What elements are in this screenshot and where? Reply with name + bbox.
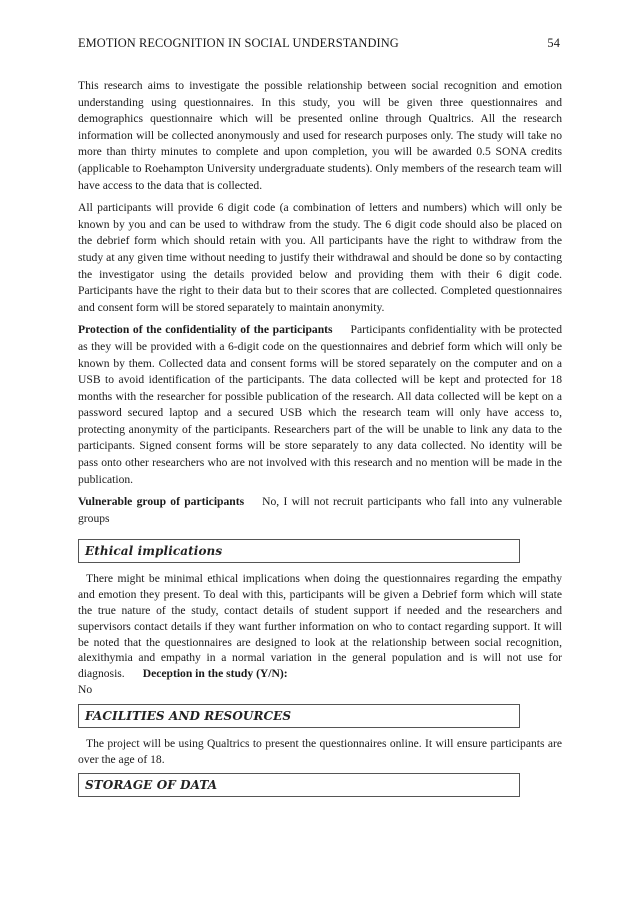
intro-paragraph: This research aims to investigate the possible relationship between social recognition and emotion understanding using questionnaires. In this study, you will be given three questionnaires and demographics questionnaire which will be presented online through Qualtrics. All the research information will be collected anonymously and used for research purposes only. The study will take no more than thirty minutes to complete and upon completion, you will be awarded 0.5 SONA credits (applicable to Roehampton University undergraduate students). Only members of the research team will have access to the data that is collected. bbox=[78, 79, 562, 192]
running-header bbox=[78, 36, 560, 51]
facilities-heading: FACILITIES AND RESOURCES bbox=[85, 708, 292, 723]
facilities-box bbox=[78, 704, 520, 728]
document-body bbox=[78, 78, 562, 805]
ethical-implications-box bbox=[78, 539, 520, 563]
page-number: 54 bbox=[547, 36, 560, 50]
storage-box bbox=[78, 773, 520, 797]
confidentiality-body: Participants confidentiality with be protected as they will be provided with a 6-digit code on the questionnaires and debrief form which will only be known by them. Collected data and consent forms will be stored separately on the computer and on a USB to avoid identification of the participants. The data collected will be kept and protected for 18 months with the researcher for possible publication of the research. All data collected will be kept on a password secured laptop and a secured USB which the research team will only have access to, protecting anonymity of the participants. Researchers part of the will be unable to link any data to the participants. Signed consent forms will be store separately to any data collected. No identity will be pass onto other researchers who are not involved with this research and no mention will be made in the publication. bbox=[78, 323, 562, 486]
vulnerable-heading: Vulnerable group of participants bbox=[78, 495, 245, 509]
ethical-implications-heading: Ethical implications bbox=[85, 544, 223, 559]
confidentiality-paragraph bbox=[78, 322, 562, 488]
facilities-body: The project will be using Qualtrics to present the questionnaires online. It will ensure participants are over the age of 18. bbox=[78, 736, 562, 766]
withdraw-paragraph: All participants will provide 6 digit code (a combination of letters and numbers) which will only be known by you and can be used to withdraw from the study. The 6 digit code should also be placed on the debrief form which should retain with you. All participants have the right to withdraw from the study at any given time without needing to justify their withdrawal and should be done so by contacting the investigator using the details provided below and providing them with their 6 digit code. Participants have the right to their data but to their scores that are collected. Completed questionnaires and consent form will be stored separately to maintain anonymity. bbox=[78, 201, 562, 314]
ethical-implications-body: There might be minimal ethical implications when doing the questionnaires regarding the empathy and emotion they present. To deal with this, participants will be given a Debrief form which will state the true nature of the study, contact details of student support if needed and the researchers and supervisors contact details if they want further information on who to contact regarding support. It will be noted that the questionnaires are designed to look at the relationship between social recognition, alexithymia and empathy in a normal variation in the general population and is will not use for diagnosis. bbox=[78, 572, 562, 681]
vulnerable-body: No, I will not recruit participants who fall into any vulnerable groups bbox=[78, 495, 562, 525]
running-title: EMOTION RECOGNITION IN SOCIAL UNDERSTANDING bbox=[78, 36, 399, 50]
vulnerable-paragraph bbox=[78, 494, 562, 527]
ethical-implications-paragraph bbox=[78, 571, 562, 697]
confidentiality-heading: Protection of the confidentiality of the participants bbox=[78, 323, 333, 337]
storage-heading: STORAGE OF DATA bbox=[85, 778, 218, 793]
deception-label: Deception in the study (Y/N): bbox=[142, 667, 288, 681]
deception-answer: No bbox=[78, 683, 93, 697]
facilities-paragraph bbox=[78, 736, 562, 768]
